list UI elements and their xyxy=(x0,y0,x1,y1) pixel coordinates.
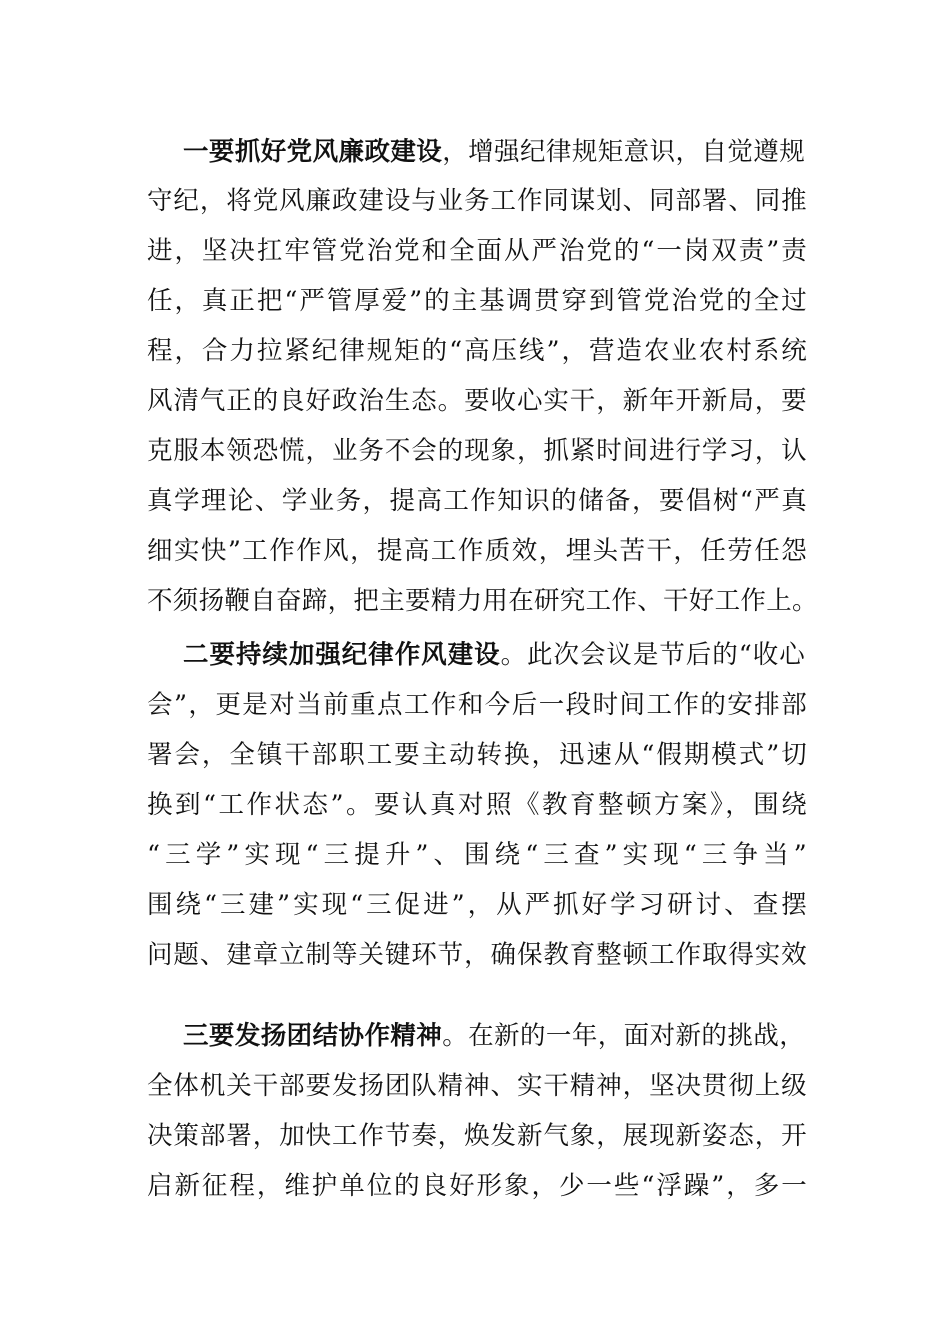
paragraph-3-line-1-text: 。在新的一年，面对新的挑战， xyxy=(442,1021,805,1051)
paragraph-1-line-1-text: ，增强纪律规矩意识，自觉遵规 xyxy=(442,137,805,167)
paragraph-1-line-6: 风清气正的良好政治生态。要收心实干，新年开新局，要 xyxy=(147,386,807,416)
paragraph-1-line-3: 进，坚决扛牢管党治党和全面从严治党的“一岗双责”责 xyxy=(147,236,807,266)
paragraph-2-line-1-text: 。此次会议是节后的“收心 xyxy=(500,640,805,670)
paragraph-3-line-1 xyxy=(183,1018,805,1054)
paragraph-2-heading: 二要持续加强纪律作风建设 xyxy=(183,640,501,670)
paragraph-1-line-9: 细实快”工作作风，提高工作质效，埋头苦干，任劳任怨 xyxy=(147,536,807,566)
paragraph-1-line-10: 不须扬鞭自奋蹄，把主要精力用在研究工作、干好工作上。 xyxy=(147,586,818,616)
paragraph-3-line-2: 全体机关干部要发扬团队精神、实干精神，坚决贯彻上级 xyxy=(147,1071,807,1101)
paragraph-1-line-5: 程，合力拉紧纪律规矩的“高压线”，营造农业农村系统 xyxy=(147,336,807,366)
paragraph-1-line-7: 克服本领恐慌，业务不会的现象，抓紧时间进行学习，认 xyxy=(147,436,807,466)
paragraph-1-line-2: 守纪，将党风廉政建设与业务工作同谋划、同部署、同推 xyxy=(147,186,807,216)
paragraph-2-line-1 xyxy=(183,637,805,673)
paragraph-1-heading: 一要抓好党风廉政建设 xyxy=(183,137,443,167)
paragraph-2-line-6: 围绕“三建”实现“三促进”，从严抓好学习研讨、查摆 xyxy=(147,890,807,920)
paragraph-3-heading: 三要发扬团结协作精神 xyxy=(183,1021,443,1051)
paragraph-1-line-1 xyxy=(183,134,805,170)
paragraph-3-line-4: 启新征程，维护单位的良好形象，少一些“浮躁”，多一 xyxy=(147,1171,807,1201)
paragraph-2-line-5: “三学”实现“三提升”、围绕“三查”实现“三争当” xyxy=(147,840,807,870)
paragraph-1-line-4: 任，真正把“严管厚爱”的主基调贯穿到管党治党的全过 xyxy=(147,286,807,316)
paragraph-2-line-7: 问题、建章立制等关键环节，确保教育整顿工作取得实效 xyxy=(147,940,807,970)
paragraph-2-line-2: 会”，更是对当前重点工作和今后一段时间工作的安排部 xyxy=(147,690,807,720)
paragraph-2-line-3: 署会，全镇干部职工要主动转换，迅速从“假期模式”切 xyxy=(147,740,807,770)
paragraph-2-line-4: 换到“工作状态”。要认真对照《教育整顿方案》，围绕 xyxy=(147,790,807,820)
paragraph-1-line-8: 真学理论、学业务，提高工作知识的储备，要倡树“严真 xyxy=(147,486,807,516)
paragraph-3-line-3: 决策部署，加快工作节奏，焕发新气象，展现新姿态，开 xyxy=(147,1121,807,1151)
